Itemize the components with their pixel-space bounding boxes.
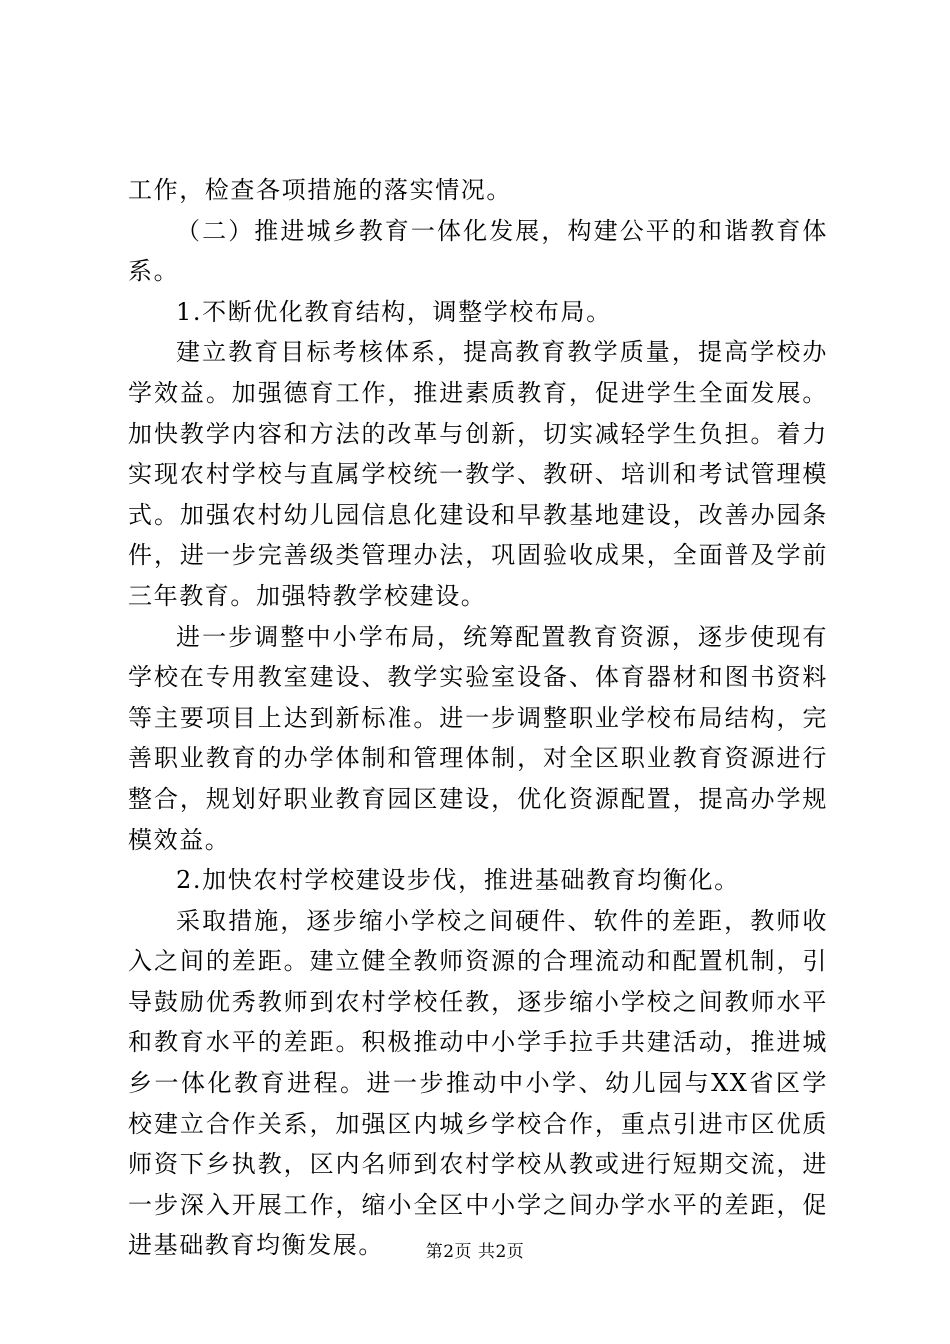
paragraph-school-layout: 进一步调整中小学布局，统筹配置教育资源，逐步使现有学校在专用教室建设、教学实验室设备、体育器材和图书资料等主要项目上达到新标准。进一步调整职业学校布局结构，完善职业教育的办学体制和管理体制，对全区职业教育资源进行整合，规划好职业教育园区建设，优化资源配置，提高办学规模效益。 [128, 622, 828, 854]
page-number-footer: 第2页 共2页 [425, 1242, 525, 1262]
document-body [128, 170, 828, 1266]
subheading-2: 2.加快农村学校建设步伐，推进基础教育均衡化。 [176, 866, 740, 895]
section-heading-2: （二）推进城乡教育一体化发展，构建公平的和谐教育体系。 [128, 216, 828, 286]
subheading-1: 1.不断优化教育结构，调整学校布局。 [176, 297, 612, 326]
paragraph-rural-schools: 采取措施，逐步缩小学校之间硬件、软件的差距，教师收入之间的差距。建立健全教师资源的合理流动和配置机制，引导鼓励优秀教师到农村学校任教，逐步缩小学校之间教师水平和教育水平的差距。积极推动中小学手拉手共建活动，推进城乡一体化教育进程。进一步推动中小学、幼儿园与XX省区学校建立合作关系，加强区内城乡学校合作，重点引进市区优质师资下乡执教，区内名师到农村学校从教或进行短期交流，进一步深入开展工作，缩小全区中小学之间办学水平的差距，促进基础教育均衡发展。 [128, 906, 828, 1260]
paragraph-education-quality: 建立教育目标考核体系，提高教育教学质量，提高学校办学效益。加强德育工作，推进素质教育，促进学生全面发展。加快教学内容和方法的改革与创新，切实减轻学生负担。着力实现农村学校与直属学校统一教学、教研、培训和考试管理模式。加强农村幼儿园信息化建设和早教基地建设，改善办园条件，进一步完善级类管理办法，巩固验收成果，全面普及学前三年教育。加强特教学校建设。 [128, 338, 828, 610]
paragraph-continuation: 工作，检查各项措施的落实情况。 [128, 176, 512, 204]
